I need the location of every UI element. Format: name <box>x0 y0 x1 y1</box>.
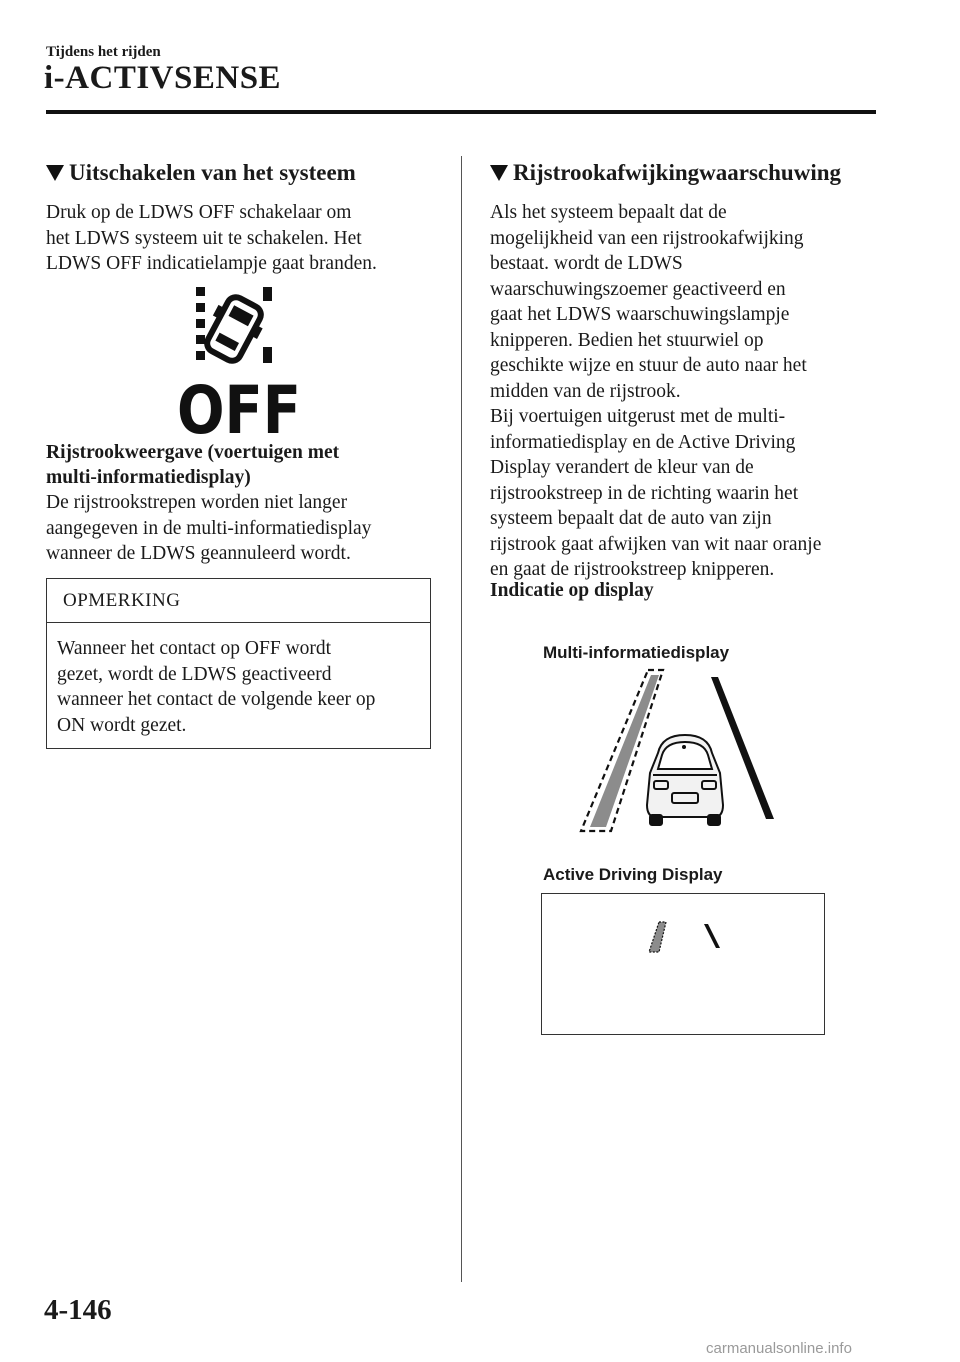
body-line: waarschuwingszoemer geactiveerd en <box>490 278 786 300</box>
note-title: OPMERKING <box>47 579 430 623</box>
section-label: Tijdens het rijden <box>46 44 161 60</box>
page-number: 4-146 <box>44 1294 112 1326</box>
note-line: gezet, wordt de LDWS geactiveerd <box>57 663 332 685</box>
body-line: Display verandert de kleur van de <box>490 457 754 478</box>
ldws-off-indicator-icon <box>176 285 302 449</box>
note-line: wanneer het contact de volgende keer op <box>57 689 376 710</box>
display-indication-subheading: Indicatie op display <box>490 580 654 601</box>
heading-text: Rijstrookafwijkingwaarschuwing <box>513 160 841 185</box>
body-line: bestaat. wordt de LDWS <box>490 253 683 274</box>
multi-info-display-illustration <box>570 665 780 837</box>
note-text <box>47 623 430 738</box>
intro-line: het LDWS systeem uit te schakelen. Het <box>46 227 362 249</box>
note-line: Wanneer het contact op OFF wordt <box>57 638 332 659</box>
header-rule <box>46 110 876 114</box>
active-driving-display-frame <box>541 893 825 1035</box>
body-line: geschikte wijze en stuur de auto naar het <box>490 355 807 376</box>
note-box <box>46 578 431 749</box>
intro-line: LDWS OFF indicatielampje gaat branden. <box>46 253 377 274</box>
body-line: systeem bepaalt dat de auto van zijn <box>490 508 772 529</box>
column-divider <box>461 156 462 1282</box>
off-icon-text: OFF <box>177 372 301 449</box>
body-line: De rijstrookstrepen worden niet langer <box>46 492 348 513</box>
subheading-line: multi-informatiedisplay) <box>46 467 251 488</box>
body-line: knipperen. Bedien het stuurwiel op <box>490 329 764 351</box>
body-line: informatiedisplay en de Active Driving <box>490 431 796 453</box>
intro-paragraph <box>46 200 377 277</box>
lane-display-subheading <box>46 440 339 490</box>
figure-label-active-driving: Active Driving Display <box>543 865 723 884</box>
triangle-bullet-icon <box>490 165 508 181</box>
figure-label-multi-info: Multi-informatiedisplay <box>543 643 730 662</box>
intro-line: Druk op de LDWS OFF schakelaar om <box>46 202 352 223</box>
body-line: aangegeven in de multi-informatiedisplay <box>46 517 372 539</box>
heading-lane-departure-warning <box>490 160 841 186</box>
triangle-bullet-icon <box>46 165 64 181</box>
body-line: Als het systeem bepaalt dat de <box>490 202 727 223</box>
body-line: Bij voertuigen uitgerust met de multi- <box>490 406 786 427</box>
lane-display-paragraph <box>46 490 371 567</box>
body-line: gaat het LDWS waarschuwingslampje <box>490 304 790 325</box>
heading-disable-system <box>46 160 356 186</box>
watermark: carmanualsonline.info <box>706 1340 852 1357</box>
note-line: ON wordt gezet. <box>57 714 187 736</box>
body-line: rijstrookstreep in de richting waarin het <box>490 482 799 504</box>
active-driving-lane-icon <box>646 918 726 958</box>
body-line: midden van de rijstrook. <box>490 380 681 402</box>
body-line: mogelijkheid van een rijstrookafwijking <box>490 227 804 249</box>
page-title: i-ACTIVSENSE <box>44 60 282 96</box>
subheading-line: Rijstrookweergave (voertuigen met <box>46 442 340 463</box>
warning-paragraph <box>490 200 821 583</box>
body-line: wanneer de LDWS geannuleerd wordt. <box>46 543 351 564</box>
body-line: en gaat de rijstrookstreep knipperen. <box>490 559 775 580</box>
heading-text: Uitschakelen van het systeem <box>69 160 356 185</box>
body-line: rijstrook gaat afwijken van wit naar oranje <box>490 533 822 555</box>
